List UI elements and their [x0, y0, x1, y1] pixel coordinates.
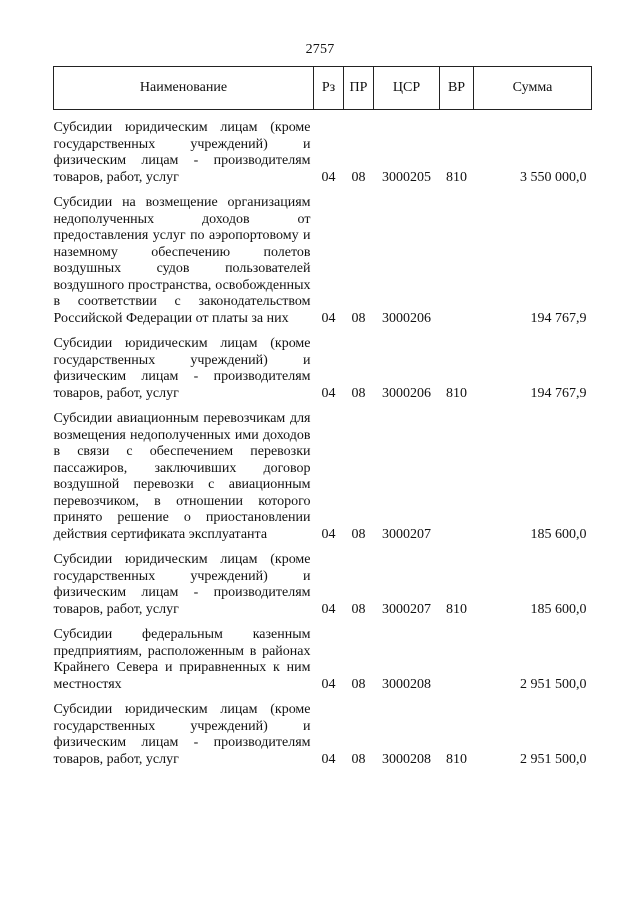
table-row	[54, 330, 592, 405]
header-sum: Сумма	[474, 67, 592, 110]
row-vr: 810	[446, 385, 467, 401]
row-rz: 04	[321, 169, 336, 185]
header-name: Наименование	[54, 67, 314, 110]
row-rz: 04	[321, 526, 336, 542]
row-name: Субсидии юридическим лицам (кроме государственных учреждений) и физическим лицам - производителям товаров, работ, услуг	[53, 336, 311, 401]
row-pr: 08	[351, 385, 366, 401]
row-sum: 185 600,0	[530, 601, 587, 617]
row-csr: 3000205	[382, 169, 431, 185]
header-pr: ПР	[344, 67, 374, 110]
budget-table	[53, 66, 592, 771]
row-vr: 810	[446, 601, 467, 617]
row-sum: 2 951 500,0	[520, 751, 587, 767]
row-csr: 3000207	[382, 601, 431, 617]
table-body	[54, 110, 592, 772]
row-name: Субсидии авиационным перевозчикам для возмещения недополученных ими доходов в связи с обеспечением перевозки пассажиров, заключивших договор воздушной перевозки с авиационным перевозчиком, в отношении которого принято решение о приостановлении действия сертификата эксплуатанта	[53, 411, 311, 542]
table-row	[54, 621, 592, 696]
row-name: Субсидии юридическим лицам (кроме государственных учреждений) и физическим лицам - производителям товаров, работ, услуг	[53, 702, 311, 767]
row-rz: 04	[321, 385, 336, 401]
row-pr: 08	[351, 601, 366, 617]
header-csr: ЦСР	[374, 67, 440, 110]
row-csr: 3000206	[382, 310, 431, 326]
header-vr: ВР	[440, 67, 474, 110]
row-vr: 810	[446, 751, 467, 767]
row-vr	[440, 405, 474, 546]
table-row	[54, 696, 592, 771]
table-row	[54, 189, 592, 330]
header-rz: Рз	[314, 67, 344, 110]
row-csr: 3000206	[382, 385, 431, 401]
row-name: Субсидии юридическим лицам (кроме государственных учреждений) и физическим лицам - производителям товаров, работ, услуг	[53, 120, 311, 185]
row-rz: 04	[321, 676, 336, 692]
header-row	[54, 67, 592, 110]
row-rz: 04	[321, 751, 336, 767]
row-sum: 2 951 500,0	[520, 676, 587, 692]
row-csr: 3000207	[382, 526, 431, 542]
table-row	[54, 110, 592, 190]
row-sum: 185 600,0	[530, 526, 587, 542]
row-pr: 08	[351, 751, 366, 767]
row-vr: 810	[446, 169, 467, 185]
row-name: Субсидии юридическим лицам (кроме государственных учреждений) и физическим лицам - производителям товаров, работ, услуг	[53, 552, 311, 617]
table-header	[54, 67, 592, 110]
row-sum: 194 767,9	[530, 310, 587, 326]
row-pr: 08	[351, 310, 366, 326]
row-csr: 3000208	[382, 751, 431, 767]
row-sum: 3 550 000,0	[520, 169, 587, 185]
row-name: Субсидии федеральным казенным предприятиям, расположенным в районах Крайнего Севера и приравненных к ним местностях	[53, 627, 311, 692]
row-vr	[440, 621, 474, 696]
row-vr	[440, 189, 474, 330]
row-csr: 3000208	[382, 676, 431, 692]
row-pr: 08	[351, 676, 366, 692]
row-rz: 04	[321, 310, 336, 326]
row-pr: 08	[351, 526, 366, 542]
row-pr: 08	[351, 169, 366, 185]
row-rz: 04	[321, 601, 336, 617]
page-number: 2757	[305, 42, 335, 57]
table-row	[54, 405, 592, 546]
row-sum: 194 767,9	[530, 385, 587, 401]
table-row	[54, 546, 592, 621]
row-name: Субсидии на возмещение организациям недополученных доходов от предоставления услуг по аэропортовому и наземному обеспечению полетов воздушных судов пользователей воздушного пространства, освобожденных в соответствии с законодательством Российской Федерации от платы за них	[53, 195, 311, 326]
